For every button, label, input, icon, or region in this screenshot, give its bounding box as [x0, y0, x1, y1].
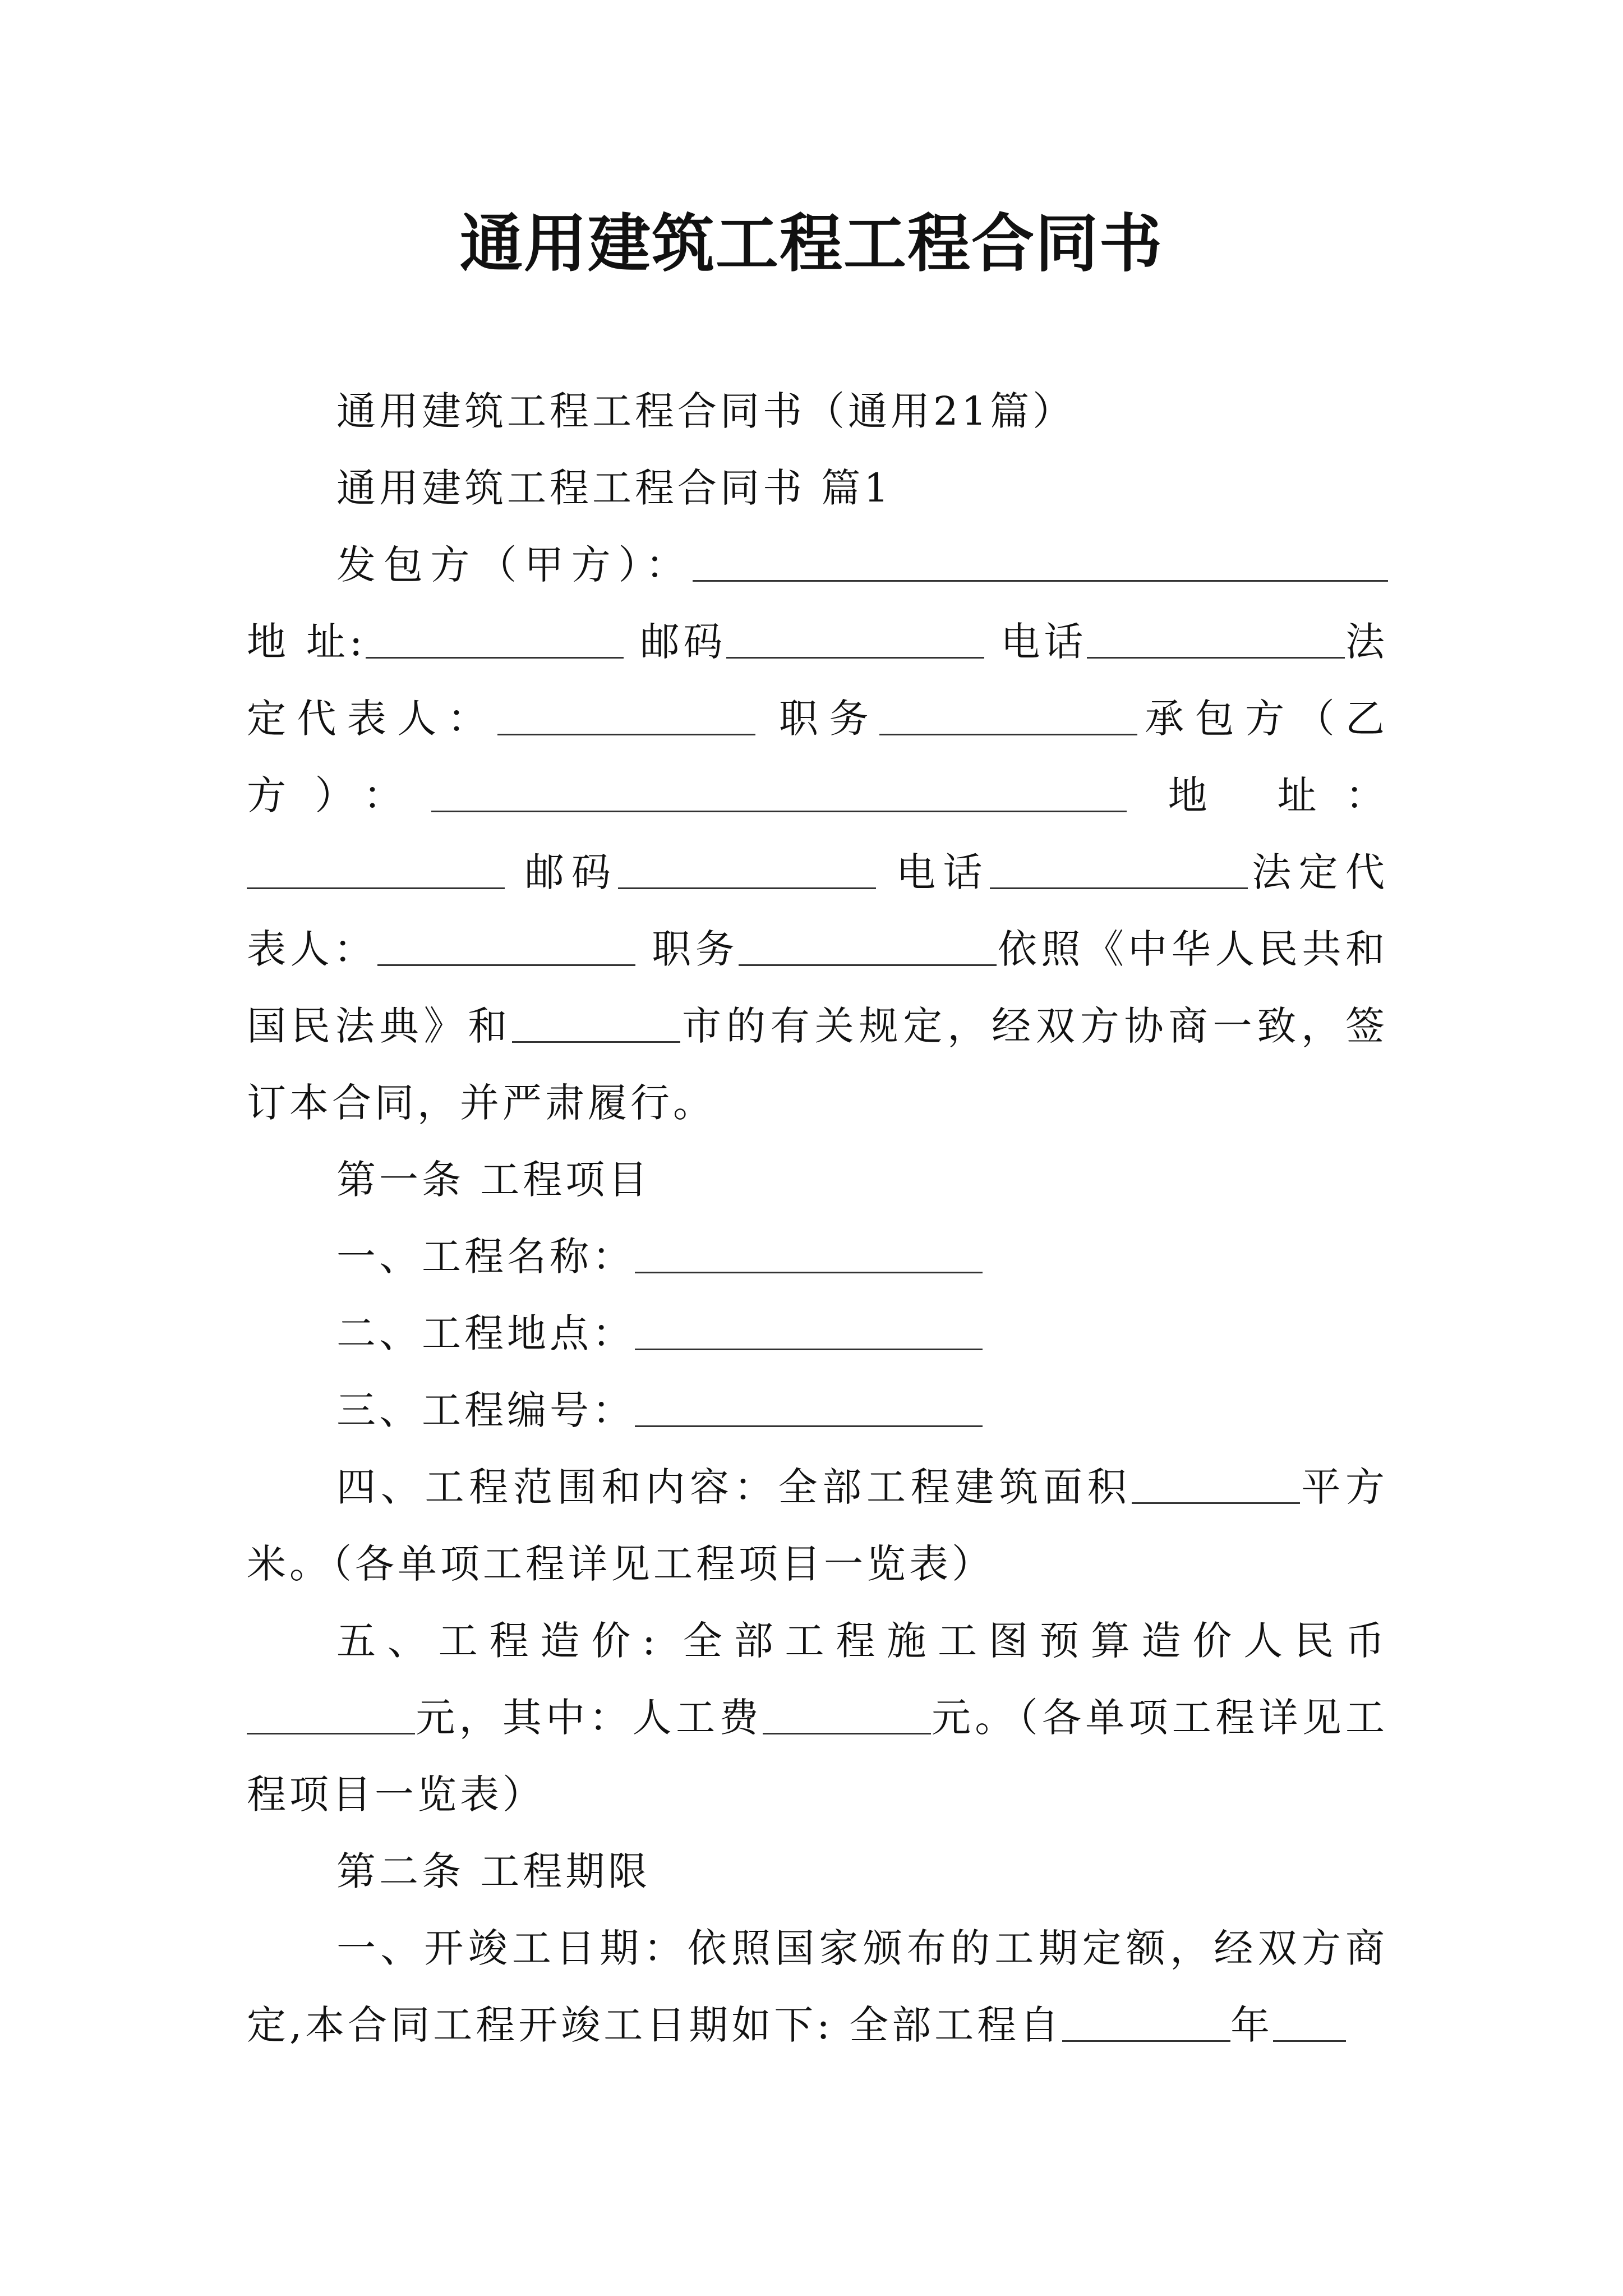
labor-cost-blank	[763, 1694, 931, 1734]
position-label-2: 职务	[652, 926, 739, 972]
postcode-label: 邮码	[640, 619, 727, 665]
cost-blank	[247, 1694, 415, 1734]
document-title: 通用建筑工程工程合同书	[460, 207, 1163, 280]
project-name-blank	[635, 1232, 983, 1273]
item5	[247, 1603, 1388, 1833]
postcode-label-2: 邮码	[524, 849, 619, 895]
party-info-paragraph	[247, 527, 1388, 1142]
item5-prefix: 五、工程造价: 全部工程施工图预算造价人民币	[336, 1618, 1388, 1664]
article2-p1	[247, 1910, 1388, 2064]
phone-blank	[1087, 618, 1345, 659]
item5-suffix: 元。（各单项工程详见工程项目一览表）	[247, 1695, 1389, 1818]
postcode-blank	[726, 618, 984, 659]
item3	[247, 1372, 1388, 1449]
postcode-blank-2	[618, 848, 876, 889]
position-blank	[879, 694, 1137, 735]
party-b-label: 承包方（乙方）：	[247, 696, 1389, 818]
project-number-blank	[635, 1386, 983, 1427]
article2-p1-prefix: 一、开竣工日期：依照国家颁布的工期定额，经双方商定,本合同工程开竣工日期如下: 全部工程自	[247, 1925, 1388, 2048]
item4-prefix: 四、工程范围和内容：全部工程建筑面积	[336, 1464, 1132, 1510]
party-a-label: 发包方（甲方）：	[336, 542, 693, 588]
legal-rep-blank-2	[377, 925, 635, 966]
year-label: 年	[1230, 2002, 1274, 2048]
start-month-blank	[1273, 2001, 1346, 2042]
legal-rep-label: 法定代表人：	[247, 619, 1389, 742]
city-blank	[512, 1002, 680, 1043]
address-label: 地 址:	[247, 619, 366, 665]
phone-label: 电话	[1000, 619, 1087, 665]
phone-label-2: 电话	[896, 849, 990, 895]
item4	[247, 1449, 1388, 1603]
legal-rep-label-2: 法定代表人：	[247, 849, 1388, 972]
document-body	[247, 373, 1388, 2064]
item4-suffix: 平方米。（各单项工程详见工程项目一览表）	[247, 1464, 1388, 1587]
article2-heading: 第二条 工程期限	[336, 1848, 651, 1894]
item5-middle: 元，其中：人工费	[415, 1695, 763, 1741]
position-label: 职务	[778, 696, 879, 742]
phone-blank-2	[990, 848, 1248, 889]
position-blank-2	[739, 925, 997, 966]
section-heading: 通用建筑工程工程合同书 篇1	[336, 465, 892, 511]
start-year-blank	[1062, 2001, 1230, 2042]
area-blank	[1132, 1463, 1300, 1504]
item1-label: 一、工程名称：	[336, 1234, 635, 1280]
address-label-2: 地 址：	[1168, 772, 1388, 818]
article1-heading: 第一条 工程项目	[336, 1157, 651, 1203]
address-blank	[366, 618, 624, 659]
subtitle: 通用建筑工程工程合同书（通用21篇）	[336, 388, 1076, 434]
item2	[247, 1295, 1388, 1372]
item1	[247, 1218, 1388, 1295]
item2-label: 二、工程地点：	[336, 1310, 635, 1356]
address-blank-2	[247, 848, 505, 889]
party-b-blank	[431, 771, 1127, 812]
project-location-blank	[635, 1309, 983, 1350]
basis-prefix: 依照《中华人民共和国民法典》和	[247, 926, 1388, 1049]
party-a-blank	[693, 541, 1388, 582]
item3-label: 三、工程编号：	[336, 1387, 635, 1433]
legal-rep-blank	[497, 694, 755, 735]
basis-suffix: 市的有关规定，经双方协商一致，签订本合同，并严肃履行。	[247, 1003, 1389, 1126]
